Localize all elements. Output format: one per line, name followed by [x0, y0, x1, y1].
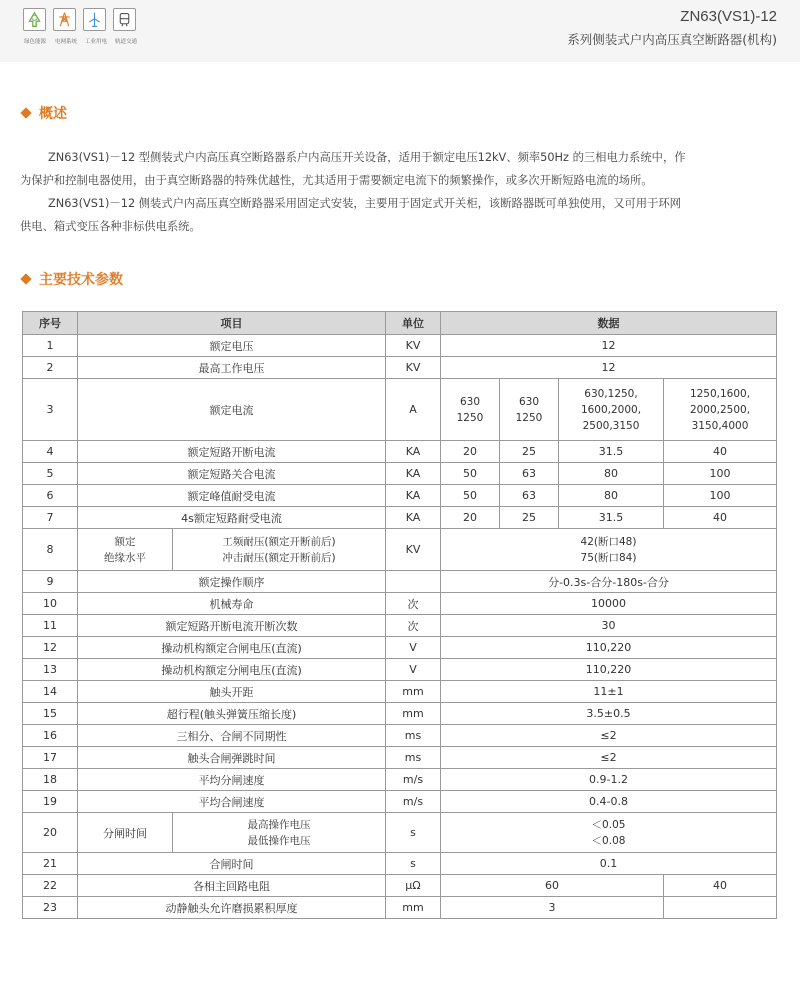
row-unit: KA — [386, 441, 441, 463]
icon-label: 电网系统 — [54, 39, 77, 45]
row-unit — [386, 571, 441, 593]
table-row — [23, 875, 777, 897]
header-bar — [0, 0, 800, 62]
table-row — [23, 357, 777, 379]
row-item: 触头开距 — [78, 681, 386, 703]
table-row — [23, 853, 777, 875]
value-line: 1250 — [456, 411, 484, 424]
row-value: 20 — [441, 441, 500, 463]
table-row — [23, 593, 777, 615]
row-no: 4 — [23, 441, 78, 463]
row-unit: m/s — [386, 769, 441, 791]
value-line: 3150,4000 — [691, 419, 749, 432]
row-item: 合闸时间 — [78, 853, 386, 875]
row-unit: ms — [386, 725, 441, 747]
table-row — [23, 335, 777, 357]
row-unit: V — [386, 659, 441, 681]
table-row — [23, 725, 777, 747]
row-value — [500, 379, 559, 441]
row-value: 110,220 — [441, 637, 777, 659]
value-line: ＜0.05 — [591, 818, 626, 831]
row-value: 40 — [664, 507, 777, 529]
row-no: 3 — [23, 379, 78, 441]
row-value: 110,220 — [441, 659, 777, 681]
row-value: 63 — [500, 463, 559, 485]
row-item: 动静触头允许磨损累积厚度 — [78, 897, 386, 919]
item-line: 额定 — [114, 535, 136, 548]
row-value: 80 — [559, 463, 664, 485]
row-no: 11 — [23, 615, 78, 637]
text-line: 为保护和控制电器使用，由于真空断路器的特殊优越性，尤其适用于需要额定电流下的频繁操作，或多次开断短路电流的场所。 — [20, 174, 653, 187]
text-line: ZN63(VS1)－12 侧装式户内高压真空断路器采用固定式安装，主要用于固定式开关柜，该断路器既可单独使用，又可用于环网 — [48, 197, 681, 210]
row-value: ≤2 — [441, 747, 777, 769]
row-no: 20 — [23, 813, 78, 853]
item-line: 最高操作电压 — [247, 818, 311, 831]
row-value: 12 — [441, 335, 777, 357]
row-item: 额定电流 — [78, 379, 386, 441]
text-line: ZN63(VS1)－12 型侧装式户内高压真空断路器系户内高压开关设备，适用于额定电压12kV、频率50Hz 的三相电力系统中，作 — [48, 151, 686, 164]
row-unit: V — [386, 637, 441, 659]
row-item: 机械寿命 — [78, 593, 386, 615]
params-title: 主要技术参数 — [39, 272, 123, 288]
row-unit: s — [386, 853, 441, 875]
row-value: 30 — [441, 615, 777, 637]
overview-heading — [22, 103, 67, 123]
row-subitem — [173, 813, 386, 853]
row-unit: mm — [386, 681, 441, 703]
table-row — [23, 379, 777, 441]
item-line: 最低操作电压 — [247, 834, 311, 847]
value-line: 2500,3150 — [582, 419, 640, 432]
row-item: 操动机构额定分闸电压(直流) — [78, 659, 386, 681]
row-value: 40 — [664, 441, 777, 463]
row-no: 6 — [23, 485, 78, 507]
row-value: 50 — [441, 463, 500, 485]
row-value — [441, 813, 777, 853]
overview-paragraph — [20, 146, 776, 238]
row-value: ≤2 — [441, 725, 777, 747]
row-no: 7 — [23, 507, 78, 529]
row-value: 50 — [441, 485, 500, 507]
value-line: 75(断口84) — [580, 551, 637, 564]
row-item: 平均分闸速度 — [78, 769, 386, 791]
icon-label: 轨道交通 — [114, 39, 137, 45]
row-item: 额定电压 — [78, 335, 386, 357]
row-item: 分闸时间 — [78, 813, 173, 853]
row-no: 2 — [23, 357, 78, 379]
value-line: 630,1250, — [584, 387, 638, 400]
icon-label: 工业用电 — [84, 39, 107, 45]
row-unit: KV — [386, 357, 441, 379]
row-value: 10000 — [441, 593, 777, 615]
overview-title: 概述 — [39, 106, 67, 122]
table-row — [23, 769, 777, 791]
row-unit: KV — [386, 529, 441, 571]
row-value: 0.1 — [441, 853, 777, 875]
row-item: 额定短路开断电流开断次数 — [78, 615, 386, 637]
diamond-icon — [20, 107, 31, 118]
table-row — [23, 703, 777, 725]
table-row — [23, 571, 777, 593]
row-item — [78, 529, 173, 571]
row-item: 操动机构额定合闸电压(直流) — [78, 637, 386, 659]
tree-icon — [23, 8, 46, 31]
row-no: 14 — [23, 681, 78, 703]
row-no: 15 — [23, 703, 78, 725]
row-no: 22 — [23, 875, 78, 897]
row-value: 60 — [441, 875, 664, 897]
row-value: 25 — [500, 441, 559, 463]
row-no: 17 — [23, 747, 78, 769]
value-line: ＜0.08 — [591, 834, 626, 847]
value-line: 42(断口48) — [580, 535, 637, 548]
row-value: 0.4-0.8 — [441, 791, 777, 813]
category-icons — [23, 8, 136, 31]
table-row — [23, 615, 777, 637]
row-unit: mm — [386, 703, 441, 725]
row-no: 5 — [23, 463, 78, 485]
header-unit: 单位 — [386, 312, 441, 335]
model-number: ZN63(VS1)-12 — [680, 8, 777, 25]
row-item: 各相主回路电阻 — [78, 875, 386, 897]
value-line: 1600,2000, — [580, 403, 642, 416]
header-no: 序号 — [23, 312, 78, 335]
row-unit: KA — [386, 463, 441, 485]
table-row — [23, 791, 777, 813]
table-row — [23, 507, 777, 529]
row-unit: mm — [386, 897, 441, 919]
table-row — [23, 681, 777, 703]
row-value: 0.9-1.2 — [441, 769, 777, 791]
value-line: 2000,2500, — [689, 403, 751, 416]
row-no: 9 — [23, 571, 78, 593]
row-value: 80 — [559, 485, 664, 507]
row-item: 额定峰值耐受电流 — [78, 485, 386, 507]
row-unit: μΩ — [386, 875, 441, 897]
item-line: 绝缘水平 — [104, 551, 146, 564]
row-item: 超行程(触头弹簧压缩长度) — [78, 703, 386, 725]
row-item: 额定短路开断电流 — [78, 441, 386, 463]
row-value: 12 — [441, 357, 777, 379]
diamond-icon — [20, 273, 31, 284]
row-unit: ms — [386, 747, 441, 769]
table-row — [23, 441, 777, 463]
row-no: 23 — [23, 897, 78, 919]
row-no: 18 — [23, 769, 78, 791]
row-value: 63 — [500, 485, 559, 507]
row-value: 11±1 — [441, 681, 777, 703]
table-row — [23, 463, 777, 485]
wind-turbine-icon — [83, 8, 106, 31]
row-value — [441, 379, 500, 441]
row-value: 分-0.3s-合分-180s-合分 — [441, 571, 777, 593]
train-icon — [113, 8, 136, 31]
row-value: 3 — [441, 897, 664, 919]
header-data: 数据 — [441, 312, 777, 335]
item-line: 冲击耐压(额定开断前后) — [222, 551, 336, 564]
value-line: 630 — [459, 395, 481, 408]
row-subitem — [173, 529, 386, 571]
row-value: 3.5±0.5 — [441, 703, 777, 725]
row-item: 4s额定短路耐受电流 — [78, 507, 386, 529]
row-no: 16 — [23, 725, 78, 747]
table-header-row — [23, 312, 777, 335]
row-unit: KA — [386, 507, 441, 529]
row-item: 三相分、合闸不同期性 — [78, 725, 386, 747]
row-unit: A — [386, 379, 441, 441]
power-tower-icon — [53, 8, 76, 31]
row-no: 19 — [23, 791, 78, 813]
params-heading — [22, 269, 123, 289]
row-value — [559, 379, 664, 441]
row-item: 触头合闸弹跳时间 — [78, 747, 386, 769]
row-unit: m/s — [386, 791, 441, 813]
product-subtitle: 系列侧装式户内高压真空断路器(机构) — [567, 32, 777, 47]
table-row — [23, 897, 777, 919]
row-item: 最高工作电压 — [78, 357, 386, 379]
row-value: 40 — [664, 875, 777, 897]
row-unit: s — [386, 813, 441, 853]
row-value: 100 — [664, 485, 777, 507]
header-item: 项目 — [78, 312, 386, 335]
row-unit: KV — [386, 335, 441, 357]
value-line: 630 — [518, 395, 540, 408]
row-no: 21 — [23, 853, 78, 875]
value-line: 1250 — [515, 411, 543, 424]
row-no: 12 — [23, 637, 78, 659]
item-line: 工频耐压(额定开断前后) — [222, 535, 336, 548]
row-unit: 次 — [386, 593, 441, 615]
row-value: 31.5 — [559, 507, 664, 529]
row-no: 1 — [23, 335, 78, 357]
row-unit: KA — [386, 485, 441, 507]
table-row — [23, 529, 777, 571]
row-value: 25 — [500, 507, 559, 529]
spec-table — [22, 311, 777, 919]
row-unit: 次 — [386, 615, 441, 637]
text-line: 供电、箱式变压各种非标供电系统。 — [20, 220, 201, 233]
row-value: 20 — [441, 507, 500, 529]
row-item: 额定短路关合电流 — [78, 463, 386, 485]
table-row — [23, 637, 777, 659]
empty-cell — [664, 897, 777, 919]
row-item: 平均合闸速度 — [78, 791, 386, 813]
icon-label: 绿色能源 — [23, 39, 46, 45]
row-value: 31.5 — [559, 441, 664, 463]
row-item: 额定操作顺序 — [78, 571, 386, 593]
table-row — [23, 659, 777, 681]
row-value: 100 — [664, 463, 777, 485]
table-row — [23, 813, 777, 853]
row-value — [664, 379, 777, 441]
row-no: 8 — [23, 529, 78, 571]
table-row — [23, 485, 777, 507]
row-value — [441, 529, 777, 571]
row-no: 13 — [23, 659, 78, 681]
value-line: 1250,1600, — [689, 387, 751, 400]
row-no: 10 — [23, 593, 78, 615]
table-row — [23, 747, 777, 769]
